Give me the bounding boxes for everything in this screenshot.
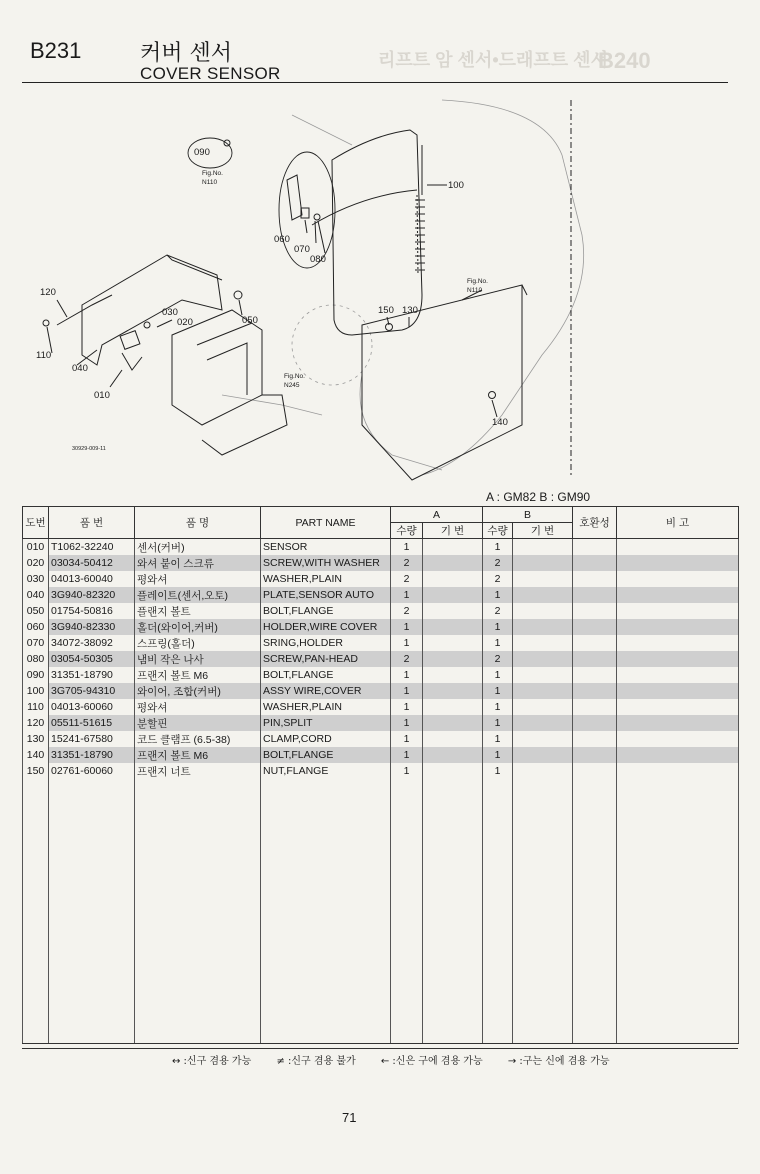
row-ref-no: 040 xyxy=(23,587,49,603)
callout-050: 050 xyxy=(242,315,258,326)
header-name-ko: 품 명 xyxy=(135,507,261,539)
row-name-ko: 와셔 붙이 스크류 xyxy=(135,555,261,571)
table-row xyxy=(23,747,739,763)
row-prev-a xyxy=(423,699,483,715)
row-qty-a: 1 xyxy=(391,699,423,715)
row-prev-b xyxy=(513,619,573,635)
row-name-ko: 와이어, 조합(커버) xyxy=(135,683,261,699)
row-prev-b xyxy=(513,555,573,571)
row-remarks xyxy=(617,699,739,715)
row-remarks xyxy=(617,619,739,635)
row-qty-b: 1 xyxy=(483,715,513,731)
callout-070: 070 xyxy=(294,244,310,255)
table-empty-space xyxy=(23,779,739,1044)
row-part-name: WASHER,PLAIN xyxy=(261,571,391,587)
row-compat xyxy=(573,603,617,619)
table-row xyxy=(23,651,739,667)
row-part-name: SCREW,PAN-HEAD xyxy=(261,651,391,667)
drawing-code: 30929-009-11 xyxy=(72,446,106,452)
callout-010: 010 xyxy=(94,390,110,401)
row-qty-b: 1 xyxy=(483,635,513,651)
row-remarks xyxy=(617,603,739,619)
row-qty-a: 1 xyxy=(391,763,423,779)
fig-ref-2-line1: Fig.No. xyxy=(467,278,488,285)
row-prev-a xyxy=(423,555,483,571)
row-part-no: 04013-60040 xyxy=(49,571,135,587)
row-qty-a: 2 xyxy=(391,571,423,587)
callout-090: 090 xyxy=(194,147,210,158)
row-part-no: 31351-18790 xyxy=(49,667,135,683)
row-qty-b: 1 xyxy=(483,539,513,556)
row-prev-b xyxy=(513,683,573,699)
legend-item: ≠ :신구 겸용 불가 xyxy=(276,1056,356,1067)
row-compat xyxy=(573,571,617,587)
row-name-ko: 프랜지 너트 xyxy=(135,763,261,779)
row-ref-no: 050 xyxy=(23,603,49,619)
row-part-name: ASSY WIRE,COVER xyxy=(261,683,391,699)
row-compat xyxy=(573,619,617,635)
row-remarks xyxy=(617,715,739,731)
callout-060: 060 xyxy=(274,234,290,245)
row-compat xyxy=(573,715,617,731)
header-qty-a: 수량 xyxy=(391,523,423,539)
empty-cell xyxy=(423,779,483,1044)
row-prev-b xyxy=(513,539,573,556)
header-qty-b: 수량 xyxy=(483,523,513,539)
row-qty-b: 2 xyxy=(483,555,513,571)
empty-cell xyxy=(391,779,423,1044)
row-qty-a: 2 xyxy=(391,555,423,571)
row-remarks xyxy=(617,587,739,603)
row-prev-a xyxy=(423,603,483,619)
table-row xyxy=(23,619,739,635)
empty-cell xyxy=(617,779,739,1044)
header-part-name: PART NAME xyxy=(261,507,391,539)
row-qty-b: 1 xyxy=(483,699,513,715)
row-ref-no: 140 xyxy=(23,747,49,763)
row-prev-a xyxy=(423,651,483,667)
table-row xyxy=(23,603,739,619)
row-ref-no: 150 xyxy=(23,763,49,779)
row-name-ko: 냄비 작은 나사 xyxy=(135,651,261,667)
callout-040: 040 xyxy=(72,363,88,374)
callout-030: 030 xyxy=(162,307,178,318)
row-remarks xyxy=(617,539,739,556)
empty-cell xyxy=(483,779,513,1044)
row-part-name: BOLT,FLANGE xyxy=(261,667,391,683)
row-prev-a xyxy=(423,619,483,635)
row-compat xyxy=(573,667,617,683)
compatibility-legend xyxy=(172,1052,632,1067)
row-part-name: SENSOR xyxy=(261,539,391,556)
bleed-through-title: 리프트 암 센서•드래프트 센서 xyxy=(378,50,608,70)
row-part-name: SRING,HOLDER xyxy=(261,635,391,651)
row-qty-b: 1 xyxy=(483,731,513,747)
legend-item: → :구는 신에 겸용 가능 xyxy=(507,1056,610,1067)
row-remarks xyxy=(617,731,739,747)
parts-table-body xyxy=(23,539,739,1044)
row-part-name: CLAMP,CORD xyxy=(261,731,391,747)
row-prev-b xyxy=(513,763,573,779)
row-remarks xyxy=(617,651,739,667)
page-number: 71 xyxy=(342,1110,357,1125)
row-part-name: PLATE,SENSOR AUTO xyxy=(261,587,391,603)
row-qty-b: 1 xyxy=(483,587,513,603)
row-name-ko: 센서(커버) xyxy=(135,539,261,556)
row-part-no: 04013-60060 xyxy=(49,699,135,715)
section-title-english: COVER SENSOR xyxy=(140,64,281,83)
row-part-name: WASHER,PLAIN xyxy=(261,699,391,715)
header-no: 도번 xyxy=(23,507,49,539)
legend-item: ← :신은 구에 겸용 가능 xyxy=(380,1056,483,1067)
row-prev-a xyxy=(423,763,483,779)
row-qty-b: 1 xyxy=(483,619,513,635)
row-qty-b: 1 xyxy=(483,747,513,763)
parts-table xyxy=(22,506,739,1044)
bleed-through-code: B240 xyxy=(598,48,651,73)
table-row xyxy=(23,571,739,587)
row-prev-b xyxy=(513,571,573,587)
section-code: B231 xyxy=(30,38,82,63)
row-compat xyxy=(573,651,617,667)
row-part-name: SCREW,WITH WASHER xyxy=(261,555,391,571)
table-row xyxy=(23,731,739,747)
callout-110: 110 xyxy=(36,350,52,361)
row-qty-b: 2 xyxy=(483,651,513,667)
row-prev-b xyxy=(513,667,573,683)
row-prev-b xyxy=(513,587,573,603)
row-prev-a xyxy=(423,571,483,587)
row-qty-a: 1 xyxy=(391,635,423,651)
row-prev-a xyxy=(423,683,483,699)
row-part-name: BOLT,FLANGE xyxy=(261,603,391,619)
fig-ref-3-line1: Fig.No. xyxy=(284,373,305,380)
row-name-ko: 홀더(와이어,커버) xyxy=(135,619,261,635)
callout-100: 100 xyxy=(448,180,464,191)
row-name-ko: 플레이트(센서,오토) xyxy=(135,587,261,603)
header-prev-b: 기 번 xyxy=(513,523,573,539)
table-bottom-rule xyxy=(22,1048,738,1049)
row-remarks xyxy=(617,555,739,571)
empty-cell xyxy=(135,779,261,1044)
table-header-row xyxy=(23,507,739,523)
table-row xyxy=(23,587,739,603)
row-part-no: 03034-50412 xyxy=(49,555,135,571)
row-ref-no: 060 xyxy=(23,619,49,635)
row-ref-no: 080 xyxy=(23,651,49,667)
header-rule xyxy=(22,82,728,83)
model-note: A : GM82 B : GM90 xyxy=(486,490,591,504)
row-name-ko: 프랜지 볼트 M6 xyxy=(135,667,261,683)
header-remarks: 비 고 xyxy=(617,507,739,539)
row-part-name: NUT,FLANGE xyxy=(261,763,391,779)
fig-ref-3-line2: N245 xyxy=(284,382,300,389)
row-compat xyxy=(573,731,617,747)
empty-cell xyxy=(261,779,391,1044)
row-compat xyxy=(573,635,617,651)
row-part-no: T1062-32240 xyxy=(49,539,135,556)
row-qty-a: 1 xyxy=(391,587,423,603)
row-part-no: 3G705-94310 xyxy=(49,683,135,699)
row-prev-b xyxy=(513,715,573,731)
row-prev-b xyxy=(513,651,573,667)
callout-140: 140 xyxy=(492,417,508,428)
empty-cell xyxy=(573,779,617,1044)
header-part-no: 품 번 xyxy=(49,507,135,539)
row-name-ko: 평와셔 xyxy=(135,699,261,715)
row-compat xyxy=(573,763,617,779)
row-part-no: 05511-51615 xyxy=(49,715,135,731)
row-qty-b: 2 xyxy=(483,603,513,619)
row-part-no: 31351-18790 xyxy=(49,747,135,763)
legend-item: ↔ :신구 겸용 가능 xyxy=(172,1056,252,1067)
row-name-ko: 평와셔 xyxy=(135,571,261,587)
row-part-no: 01754-50816 xyxy=(49,603,135,619)
callout-150: 150 xyxy=(378,305,394,316)
row-remarks xyxy=(617,571,739,587)
row-prev-a xyxy=(423,667,483,683)
empty-cell xyxy=(49,779,135,1044)
row-prev-b xyxy=(513,635,573,651)
row-qty-a: 1 xyxy=(391,683,423,699)
fig-ref-1-line1: Fig.No. xyxy=(202,170,223,177)
row-compat xyxy=(573,587,617,603)
row-part-name: BOLT,FLANGE xyxy=(261,747,391,763)
row-prev-a xyxy=(423,747,483,763)
row-name-ko: 프랜지 볼트 M6 xyxy=(135,747,261,763)
header-model-b: B xyxy=(483,507,573,523)
empty-cell xyxy=(23,779,49,1044)
row-part-no: 03054-50305 xyxy=(49,651,135,667)
row-remarks xyxy=(617,747,739,763)
header-prev-a: 기 번 xyxy=(423,523,483,539)
header-model-a: A xyxy=(391,507,483,523)
row-part-no: 3G940-82320 xyxy=(49,587,135,603)
row-prev-b xyxy=(513,603,573,619)
row-qty-a: 1 xyxy=(391,667,423,683)
row-ref-no: 110 xyxy=(23,699,49,715)
table-row xyxy=(23,635,739,651)
row-qty-b: 1 xyxy=(483,763,513,779)
row-qty-b: 2 xyxy=(483,571,513,587)
row-part-no: 3G940-82330 xyxy=(49,619,135,635)
row-part-no: 34072-38092 xyxy=(49,635,135,651)
row-prev-a xyxy=(423,539,483,556)
row-compat xyxy=(573,539,617,556)
row-name-ko: 스프링(홀더) xyxy=(135,635,261,651)
row-qty-b: 1 xyxy=(483,667,513,683)
row-remarks xyxy=(617,667,739,683)
row-prev-a xyxy=(423,715,483,731)
row-remarks xyxy=(617,763,739,779)
row-part-no: 02761-60060 xyxy=(49,763,135,779)
fig-ref-1-line2: N110 xyxy=(202,179,218,186)
row-qty-a: 1 xyxy=(391,731,423,747)
row-ref-no: 010 xyxy=(23,539,49,556)
row-ref-no: 130 xyxy=(23,731,49,747)
row-ref-no: 070 xyxy=(23,635,49,651)
row-prev-b xyxy=(513,747,573,763)
row-qty-b: 1 xyxy=(483,683,513,699)
row-qty-a: 1 xyxy=(391,747,423,763)
row-ref-no: 100 xyxy=(23,683,49,699)
row-qty-a: 1 xyxy=(391,619,423,635)
row-ref-no: 020 xyxy=(23,555,49,571)
header-compat: 호환성 xyxy=(573,507,617,539)
row-prev-a xyxy=(423,635,483,651)
callout-120: 120 xyxy=(40,287,56,298)
row-remarks xyxy=(617,683,739,699)
row-name-ko: 분할핀 xyxy=(135,715,261,731)
table-row xyxy=(23,555,739,571)
row-ref-no: 090 xyxy=(23,667,49,683)
section-title-korean: 커버 센서 xyxy=(140,41,233,66)
row-ref-no: 120 xyxy=(23,715,49,731)
row-ref-no: 030 xyxy=(23,571,49,587)
empty-cell xyxy=(513,779,573,1044)
table-row xyxy=(23,683,739,699)
table-row xyxy=(23,539,739,556)
callout-080: 080 xyxy=(310,254,326,265)
row-remarks xyxy=(617,635,739,651)
table-row xyxy=(23,763,739,779)
row-qty-a: 2 xyxy=(391,603,423,619)
row-compat xyxy=(573,699,617,715)
row-compat xyxy=(573,683,617,699)
callout-130: 130 xyxy=(402,305,418,316)
table-row xyxy=(23,667,739,683)
row-prev-b xyxy=(513,699,573,715)
row-compat xyxy=(573,747,617,763)
table-row xyxy=(23,699,739,715)
fig-ref-2-line2: N110 xyxy=(467,287,483,294)
row-prev-a xyxy=(423,731,483,747)
row-qty-a: 1 xyxy=(391,539,423,556)
row-qty-a: 1 xyxy=(391,715,423,731)
exploded-diagram xyxy=(22,95,728,495)
row-prev-a xyxy=(423,587,483,603)
row-name-ko: 코드 클램프 (6.5-38) xyxy=(135,731,261,747)
row-qty-a: 2 xyxy=(391,651,423,667)
row-prev-b xyxy=(513,731,573,747)
table-row xyxy=(23,715,739,731)
row-compat xyxy=(573,555,617,571)
row-part-name: HOLDER,WIRE COVER xyxy=(261,619,391,635)
row-part-name: PIN,SPLIT xyxy=(261,715,391,731)
row-name-ko: 플랜지 볼트 xyxy=(135,603,261,619)
row-part-no: 15241-67580 xyxy=(49,731,135,747)
callout-020: 020 xyxy=(177,317,193,328)
